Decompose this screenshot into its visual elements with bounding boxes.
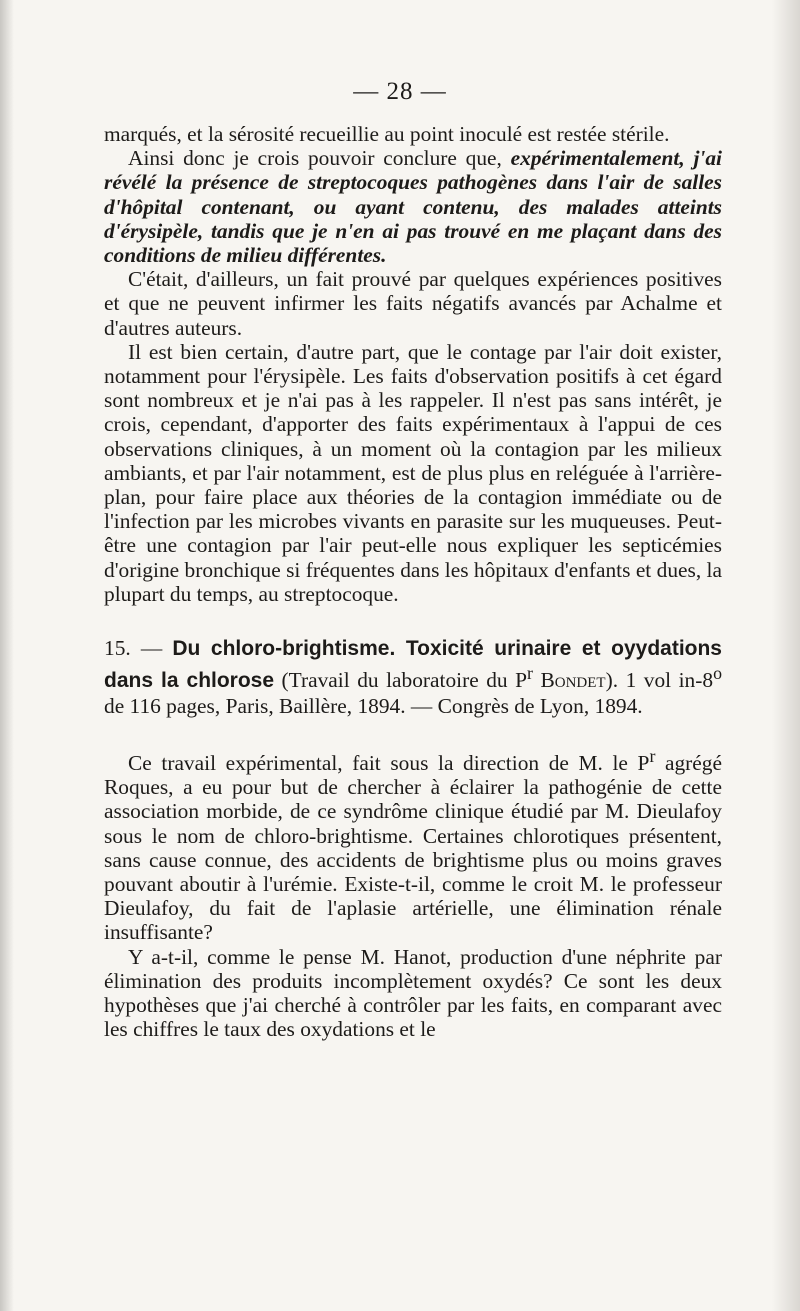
- entry-prof-name: Bondet: [540, 668, 606, 693]
- paragraph-5-a: Ce travail expérimental, fait sous la direction de M. le P: [128, 750, 650, 775]
- page-number: — 28 —: [353, 78, 447, 105]
- paragraph-2-lead: Ainsi donc je crois pouvoir conclure que,: [128, 146, 511, 171]
- paragraph-4: Il est bien certain, d'autre part, que le contage par l'air doit exister, notamment pour l'érysipèle. Les faits d'observation positifs à cet égard sont nombreux et je n'ai pas à les rappeler. Il n'est pas sans intérêt, je crois, cependant, d'apporter des faits expérimentaux à l'appui de ces observations cliniques, à un moment où la contagion par les milieux ambiants, et par l'air notamment, est de plus plus en reléguée à l'arrière-plan, pour faire place aux théories de la contagion immédiate ou de l'infection par les microbes vivants en parasite sur les muqueuses. Peut-être une contagion par l'air peut-elle nous expliquer les septicémies d'origine bronchique si fréquentes dans les hôpitaux d'enfants et dues, la plupart du temps, au streptocoque.: [104, 339, 722, 606]
- entry-details-a: (Travail du laboratoire du P: [274, 668, 528, 693]
- entry-number: 15. —: [104, 636, 173, 661]
- paragraph-2: [104, 146, 722, 267]
- paragraph-2-emphasis: expérimentalement, j'ai révélé la présence de streptocoques pathogènes dans l'air de salles d'hôpital contenant, ou ayant contenu, des malades atteints d'érysipèle, tandis que je n'en ai pas trouvé en me plaçant dans des conditions de milieu différentes.: [104, 146, 722, 268]
- entry-degree: o: [713, 663, 722, 684]
- paragraph-5-b: agrégé Roques, a eu pour but de chercher à éclairer la pathogénie de cette association morbide, de ce syndrôme clinique étudié par M. Dieulafoy sous le nom de chloro-brightisme. Certaines chlorotiques présentent, sans cause connue, des accidents de brightisme plus ou moins graves pouvant aboutir à l'urémie. Existe-t-il, comme le croit M. le professeur Dieulafoy, du fait de l'aplasie artérielle, une élimination rénale insuffisante?: [104, 750, 722, 945]
- spacer: [104, 718, 722, 744]
- entry-details-b: ). 1 vol in-8: [605, 668, 714, 693]
- entry-title: Du chloro-brightisme. Toxicité urinaire et oyydations dans la chlorose: [104, 637, 722, 693]
- paragraph-3: C'était, d'ailleurs, un fait prouvé par quelques expériences positives et que ne peuvent infirmer les faits négatifs avancés par Achalme et d'autres auteurs.: [104, 267, 722, 340]
- paragraph-1: marqués, et la sérosité recueillie au point inoculé est restée stérile.: [104, 122, 670, 146]
- paragraph-5: [104, 744, 722, 945]
- bibliography-entry-15: [104, 636, 722, 718]
- entry-details-c: de 116 pages, Paris, Baillère, 1894. — Congrès de Lyon, 1894.: [104, 693, 643, 718]
- page-edge-shadow: [772, 0, 800, 1311]
- body-text: [104, 122, 722, 1041]
- entry-prof-sup: r: [527, 663, 533, 684]
- page-gutter-shadow: [0, 0, 14, 1311]
- paragraph-6: Y a-t-il, comme le pense M. Hanot, production d'une néphrite par élimination des produits incomplètement oxydés? Ce sont les deux hypothèses que j'ai cherché à contrôler par les faits, en comparant avec les chiffres le taux des oxydations et le: [104, 944, 722, 1042]
- paragraph-5-sup: r: [649, 745, 656, 766]
